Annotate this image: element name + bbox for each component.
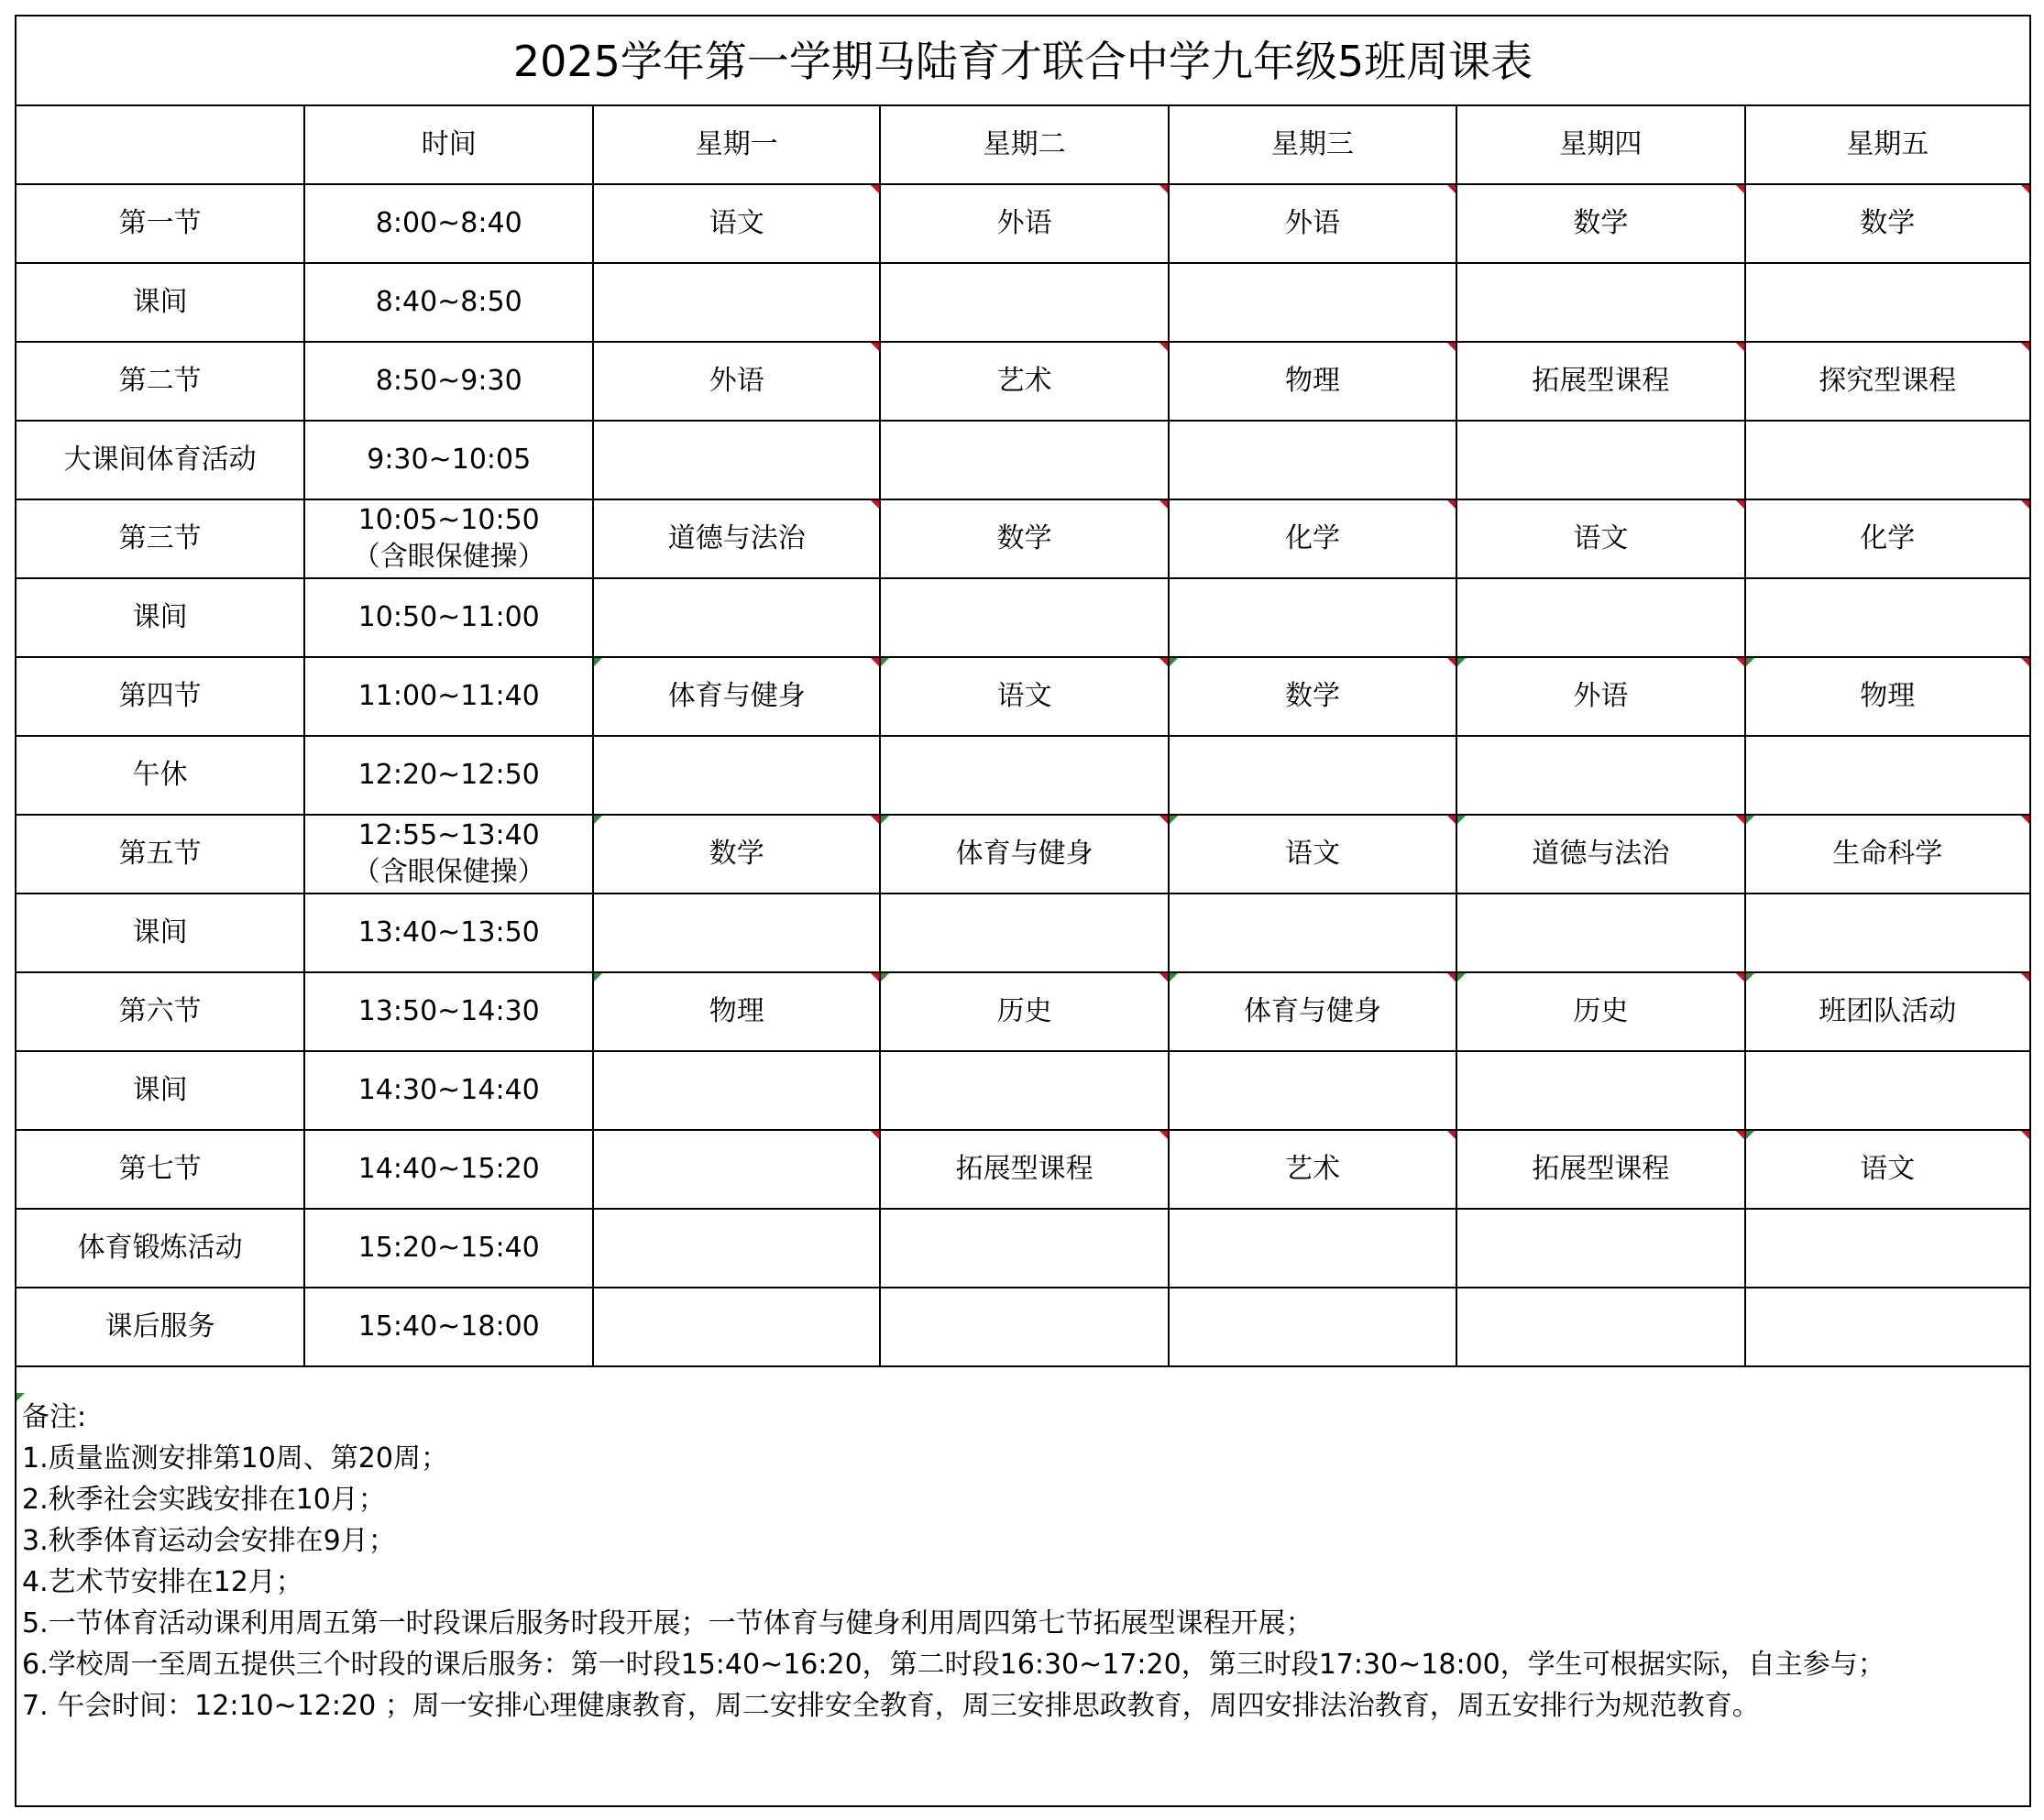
class-cell[interactable] <box>880 972 1168 1051</box>
class-subject: 语文 <box>1573 521 1629 554</box>
comment-marker <box>1159 816 1168 824</box>
comment-marker <box>2021 658 2029 666</box>
note-item: 3.秋季体育运动会安排在9月； <box>22 1525 396 1557</box>
header-time-cell[interactable]: 时间 <box>304 106 593 184</box>
class-subject: 外语 <box>709 364 764 397</box>
header-day-cell[interactable]: 星期三 <box>1169 106 1456 184</box>
time-text: 8:00~8:40 <box>375 206 522 239</box>
time-cell[interactable] <box>304 184 593 263</box>
note-item: 7. 午会时间：12:10~12:20 ；周一安排心理健康教育，周二安排安全教育，周三安排思政教育，周四安排法治教育，周五安排行为规范教育。 <box>22 1690 1760 1722</box>
class-cell[interactable] <box>1745 736 2029 815</box>
period-label-cell[interactable]: 午休 <box>16 736 304 815</box>
period-label-cell[interactable]: 大课间体育活动 <box>16 421 304 499</box>
formula-marker <box>1170 658 1178 666</box>
notes-heading: 备注: <box>22 1401 87 1433</box>
comment-marker <box>1736 1131 1744 1139</box>
table-row <box>16 342 2029 421</box>
comment-marker <box>2021 1131 2029 1139</box>
period-label-cell[interactable]: 第三节 <box>16 499 304 578</box>
formula-marker <box>594 973 602 981</box>
class-subject: 数学 <box>996 521 1052 554</box>
table-row <box>16 184 2029 263</box>
class-subject: 体育与健身 <box>667 679 806 712</box>
class-cell[interactable] <box>593 657 880 736</box>
class-cell[interactable] <box>593 972 880 1051</box>
comment-marker <box>871 343 879 351</box>
period-label-cell[interactable]: 第一节 <box>16 184 304 263</box>
class-subject: 拓展型课程 <box>1532 364 1670 397</box>
class-cell[interactable] <box>1745 263 2029 342</box>
comment-marker <box>871 500 879 509</box>
time-cell[interactable] <box>304 657 593 736</box>
class-cell[interactable] <box>880 1209 1168 1288</box>
table-row <box>16 657 2029 736</box>
time-cell[interactable] <box>304 815 593 894</box>
class-cell[interactable] <box>593 578 880 657</box>
time-cell[interactable] <box>304 578 593 657</box>
comment-marker <box>1447 343 1456 351</box>
class-subject: 物理 <box>1860 679 1916 712</box>
comment-marker <box>1447 185 1456 193</box>
formula-marker <box>881 973 889 981</box>
comment-marker <box>1736 658 1744 666</box>
time-cell[interactable] <box>304 894 593 972</box>
comment-marker <box>1159 343 1168 351</box>
class-cell[interactable] <box>880 894 1168 972</box>
class-cell[interactable] <box>1456 815 1744 894</box>
formula-marker <box>594 816 602 824</box>
formula-marker <box>881 658 889 666</box>
class-cell[interactable] <box>593 1209 880 1288</box>
class-cell[interactable] <box>1169 815 1456 894</box>
class-cell[interactable] <box>1456 1288 1744 1366</box>
class-subject: 数学 <box>1860 206 1916 239</box>
comment-marker <box>1736 343 1744 351</box>
time-cell[interactable] <box>304 1288 593 1366</box>
table-row <box>16 1051 2029 1130</box>
comment-marker <box>2021 973 2029 981</box>
class-subject: 生命科学 <box>1832 837 1943 870</box>
class-subject: 语文 <box>709 206 764 239</box>
formula-marker <box>881 816 889 824</box>
comment-marker <box>1736 500 1744 509</box>
table-row <box>16 894 2029 972</box>
comment-marker <box>871 973 879 981</box>
class-subject: 数学 <box>1285 679 1340 712</box>
class-cell[interactable] <box>1745 894 2029 972</box>
class-cell[interactable] <box>1456 578 1744 657</box>
note-item: 1.质量监测安排第10周、第20周； <box>22 1442 448 1475</box>
class-cell[interactable] <box>1456 1051 1744 1130</box>
sheet-title: 2025学年第一学期马陆育才联合中学九年级5班周课表 <box>16 16 2029 106</box>
time-text: 13:40~13:50 <box>357 915 540 948</box>
period-label-cell[interactable]: 体育锻炼活动 <box>16 1209 304 1288</box>
class-cell[interactable] <box>1169 736 1456 815</box>
notes-section <box>16 1393 2029 1727</box>
class-subject: 体育与健身 <box>955 837 1093 870</box>
class-cell[interactable] <box>1745 578 2029 657</box>
period-label-cell[interactable]: 课后服务 <box>16 1288 304 1366</box>
class-cell[interactable] <box>593 1130 880 1209</box>
timetable-sheet <box>15 15 2031 1807</box>
class-cell[interactable] <box>880 263 1168 342</box>
class-cell[interactable] <box>1456 184 1744 263</box>
formula-marker <box>1746 658 1754 666</box>
period-label-cell[interactable]: 课间 <box>16 894 304 972</box>
class-subject: 历史 <box>1573 994 1629 1027</box>
class-cell[interactable] <box>1745 1209 2029 1288</box>
class-cell[interactable] <box>593 342 880 421</box>
table-row <box>16 578 2029 657</box>
comment-marker <box>2021 343 2029 351</box>
comment-marker <box>1447 816 1456 824</box>
timetable-grid <box>16 106 2029 1367</box>
time-text: （含眼保健操） <box>352 856 545 888</box>
comment-marker <box>2021 816 2029 824</box>
time-text: （含眼保健操） <box>352 541 545 573</box>
class-cell[interactable] <box>1745 815 2029 894</box>
class-cell[interactable] <box>1456 1209 1744 1288</box>
class-cell[interactable] <box>1456 894 1744 972</box>
formula-marker <box>1746 973 1754 981</box>
class-subject: 历史 <box>996 994 1052 1027</box>
table-row <box>16 1288 2029 1366</box>
note-item: 2.秋季社会实践安排在10月； <box>22 1484 386 1516</box>
class-cell[interactable] <box>593 894 880 972</box>
note-item: 4.艺术节安排在12月； <box>22 1566 303 1598</box>
class-cell[interactable] <box>1169 657 1456 736</box>
class-cell[interactable] <box>880 421 1168 499</box>
class-cell[interactable] <box>880 815 1168 894</box>
formula-marker <box>1457 973 1466 981</box>
class-cell[interactable] <box>593 184 880 263</box>
class-subject: 探究型课程 <box>1819 364 1957 397</box>
class-cell[interactable] <box>1169 894 1456 972</box>
class-cell[interactable] <box>1169 499 1456 578</box>
comment-marker <box>1159 1131 1168 1139</box>
comment-marker <box>871 185 879 193</box>
class-cell[interactable] <box>880 184 1168 263</box>
formula-marker <box>16 1393 25 1401</box>
period-label-cell[interactable]: 第七节 <box>16 1130 304 1209</box>
class-subject: 外语 <box>1573 679 1629 712</box>
class-subject: 物理 <box>1285 364 1340 397</box>
table-row <box>16 736 2029 815</box>
class-cell[interactable] <box>593 815 880 894</box>
time-text: 12:20~12:50 <box>357 758 540 791</box>
class-cell[interactable] <box>1169 184 1456 263</box>
class-cell[interactable] <box>593 499 880 578</box>
time-text: 10:05~10:50 <box>357 503 540 536</box>
time-text: 13:50~14:30 <box>357 994 540 1027</box>
class-subject: 数学 <box>1573 206 1629 239</box>
class-subject: 物理 <box>709 994 764 1027</box>
class-cell[interactable] <box>1456 657 1744 736</box>
class-cell[interactable] <box>1456 1130 1744 1209</box>
comment-marker <box>1736 816 1744 824</box>
class-subject: 化学 <box>1285 521 1340 554</box>
table-row <box>16 421 2029 499</box>
class-cell[interactable] <box>1456 421 1744 499</box>
class-cell[interactable] <box>1745 972 2029 1051</box>
time-cell[interactable] <box>304 1209 593 1288</box>
class-cell[interactable] <box>1169 1130 1456 1209</box>
class-cell[interactable] <box>1456 263 1744 342</box>
comment-marker <box>1447 973 1456 981</box>
time-text: 12:55~13:40 <box>357 818 540 851</box>
note-item: 6.学校周一至周五提供三个时段的课后服务：第一时段15:40~16:20，第二时段16:30~17:20，第三时段17:30~18:00，学生可根据实际，自主参与； <box>22 1649 1885 1681</box>
comment-marker <box>1447 1131 1456 1139</box>
class-cell[interactable] <box>880 499 1168 578</box>
time-cell[interactable] <box>304 421 593 499</box>
formula-marker <box>1170 816 1178 824</box>
time-text: 14:40~15:20 <box>357 1152 540 1185</box>
comment-marker <box>1159 973 1168 981</box>
class-cell[interactable] <box>880 578 1168 657</box>
comment-marker <box>871 1131 879 1139</box>
class-cell[interactable] <box>880 657 1168 736</box>
table-row <box>16 499 2029 578</box>
class-cell[interactable] <box>1169 342 1456 421</box>
time-text: 8:50~9:30 <box>375 364 522 397</box>
formula-marker <box>1457 658 1466 666</box>
class-subject: 语文 <box>1285 837 1340 870</box>
formula-marker <box>594 658 602 666</box>
class-cell[interactable] <box>880 736 1168 815</box>
time-cell[interactable] <box>304 342 593 421</box>
period-label-cell[interactable]: 第二节 <box>16 342 304 421</box>
class-cell[interactable] <box>593 736 880 815</box>
comment-marker <box>1736 973 1744 981</box>
class-subject: 数学 <box>709 837 764 870</box>
table-row <box>16 815 2029 894</box>
class-cell[interactable] <box>880 342 1168 421</box>
class-subject: 道德与法治 <box>667 521 806 554</box>
class-subject: 外语 <box>996 206 1052 239</box>
class-cell[interactable] <box>1745 1288 2029 1366</box>
comment-marker <box>2021 500 2029 509</box>
class-cell[interactable] <box>593 421 880 499</box>
table-row <box>16 1209 2029 1288</box>
header-day-cell[interactable]: 星期二 <box>880 106 1168 184</box>
class-cell[interactable] <box>593 1288 880 1366</box>
time-text: 15:20~15:40 <box>357 1231 540 1264</box>
time-text: 10:50~11:00 <box>357 600 540 633</box>
period-label-cell[interactable]: 第六节 <box>16 972 304 1051</box>
period-label-cell[interactable]: 课间 <box>16 263 304 342</box>
class-cell[interactable] <box>1169 578 1456 657</box>
class-cell[interactable] <box>1456 499 1744 578</box>
time-text: 14:30~14:40 <box>357 1073 540 1106</box>
class-subject: 班团队活动 <box>1819 994 1957 1027</box>
formula-marker <box>1170 973 1178 981</box>
class-cell[interactable] <box>1456 342 1744 421</box>
comment-marker <box>1447 500 1456 509</box>
note-item: 5.一节体育活动课利用周五第一时段课后服务时段开展；一节体育与健身利用周四第七节拓展型课程开展； <box>22 1607 1313 1639</box>
table-row <box>16 263 2029 342</box>
class-cell[interactable] <box>1169 1051 1456 1130</box>
class-subject: 语文 <box>1860 1152 1916 1185</box>
formula-marker <box>1746 816 1754 824</box>
class-cell[interactable] <box>1169 1288 1456 1366</box>
time-cell[interactable] <box>304 263 593 342</box>
class-subject: 体育与健身 <box>1244 994 1381 1027</box>
class-subject: 外语 <box>1285 206 1340 239</box>
class-cell[interactable] <box>880 1288 1168 1366</box>
class-cell[interactable] <box>593 1051 880 1130</box>
time-text: 11:00~11:40 <box>357 679 540 712</box>
class-cell[interactable] <box>1745 499 2029 578</box>
class-cell[interactable] <box>1456 736 1744 815</box>
time-cell[interactable] <box>304 1130 593 1209</box>
time-text: 15:40~18:00 <box>357 1310 540 1343</box>
comment-marker <box>1159 185 1168 193</box>
class-subject: 道德与法治 <box>1532 837 1670 870</box>
period-label-cell[interactable]: 课间 <box>16 578 304 657</box>
comment-marker <box>1159 658 1168 666</box>
class-cell[interactable] <box>1456 972 1744 1051</box>
time-text: 9:30~10:05 <box>367 443 532 476</box>
time-text: 8:40~8:50 <box>375 285 522 318</box>
comment-marker <box>871 816 879 824</box>
header-day-cell[interactable]: 星期四 <box>1456 106 1744 184</box>
class-subject: 艺术 <box>1285 1152 1340 1185</box>
class-cell[interactable] <box>880 1051 1168 1130</box>
comment-marker <box>1447 658 1456 666</box>
header-day-cell[interactable]: 星期五 <box>1745 106 2029 184</box>
class-subject: 拓展型课程 <box>955 1152 1093 1185</box>
time-cell[interactable] <box>304 1051 593 1130</box>
class-cell[interactable] <box>1745 184 2029 263</box>
table-row <box>16 972 2029 1051</box>
class-cell[interactable] <box>1745 657 2029 736</box>
comment-marker <box>2021 185 2029 193</box>
formula-marker <box>1457 816 1466 824</box>
time-cell[interactable] <box>304 499 593 578</box>
formula-marker <box>1746 1131 1754 1139</box>
table-row <box>16 1130 2029 1209</box>
class-subject: 化学 <box>1860 521 1916 554</box>
class-cell[interactable] <box>1745 342 2029 421</box>
header-corner-cell[interactable] <box>16 106 304 184</box>
class-cell[interactable] <box>1745 1051 2029 1130</box>
class-cell[interactable] <box>880 1130 1168 1209</box>
comment-marker <box>871 658 879 666</box>
class-cell[interactable] <box>1169 263 1456 342</box>
class-subject: 语文 <box>996 679 1052 712</box>
class-subject: 拓展型课程 <box>1532 1152 1670 1185</box>
time-cell[interactable] <box>304 736 593 815</box>
period-label-cell[interactable]: 第四节 <box>16 657 304 736</box>
class-cell[interactable] <box>1745 1130 2029 1209</box>
class-subject: 艺术 <box>996 364 1052 397</box>
time-cell[interactable] <box>304 972 593 1051</box>
class-cell[interactable] <box>1169 972 1456 1051</box>
period-label-cell[interactable]: 课间 <box>16 1051 304 1130</box>
comment-marker <box>1736 185 1744 193</box>
header-day-cell[interactable]: 星期一 <box>593 106 880 184</box>
class-cell[interactable] <box>1169 421 1456 499</box>
class-cell[interactable] <box>1745 421 2029 499</box>
comment-marker <box>1159 500 1168 509</box>
class-cell[interactable] <box>593 263 880 342</box>
period-label-cell[interactable]: 第五节 <box>16 815 304 894</box>
class-cell[interactable] <box>1169 1209 1456 1288</box>
header-row <box>16 106 2029 184</box>
